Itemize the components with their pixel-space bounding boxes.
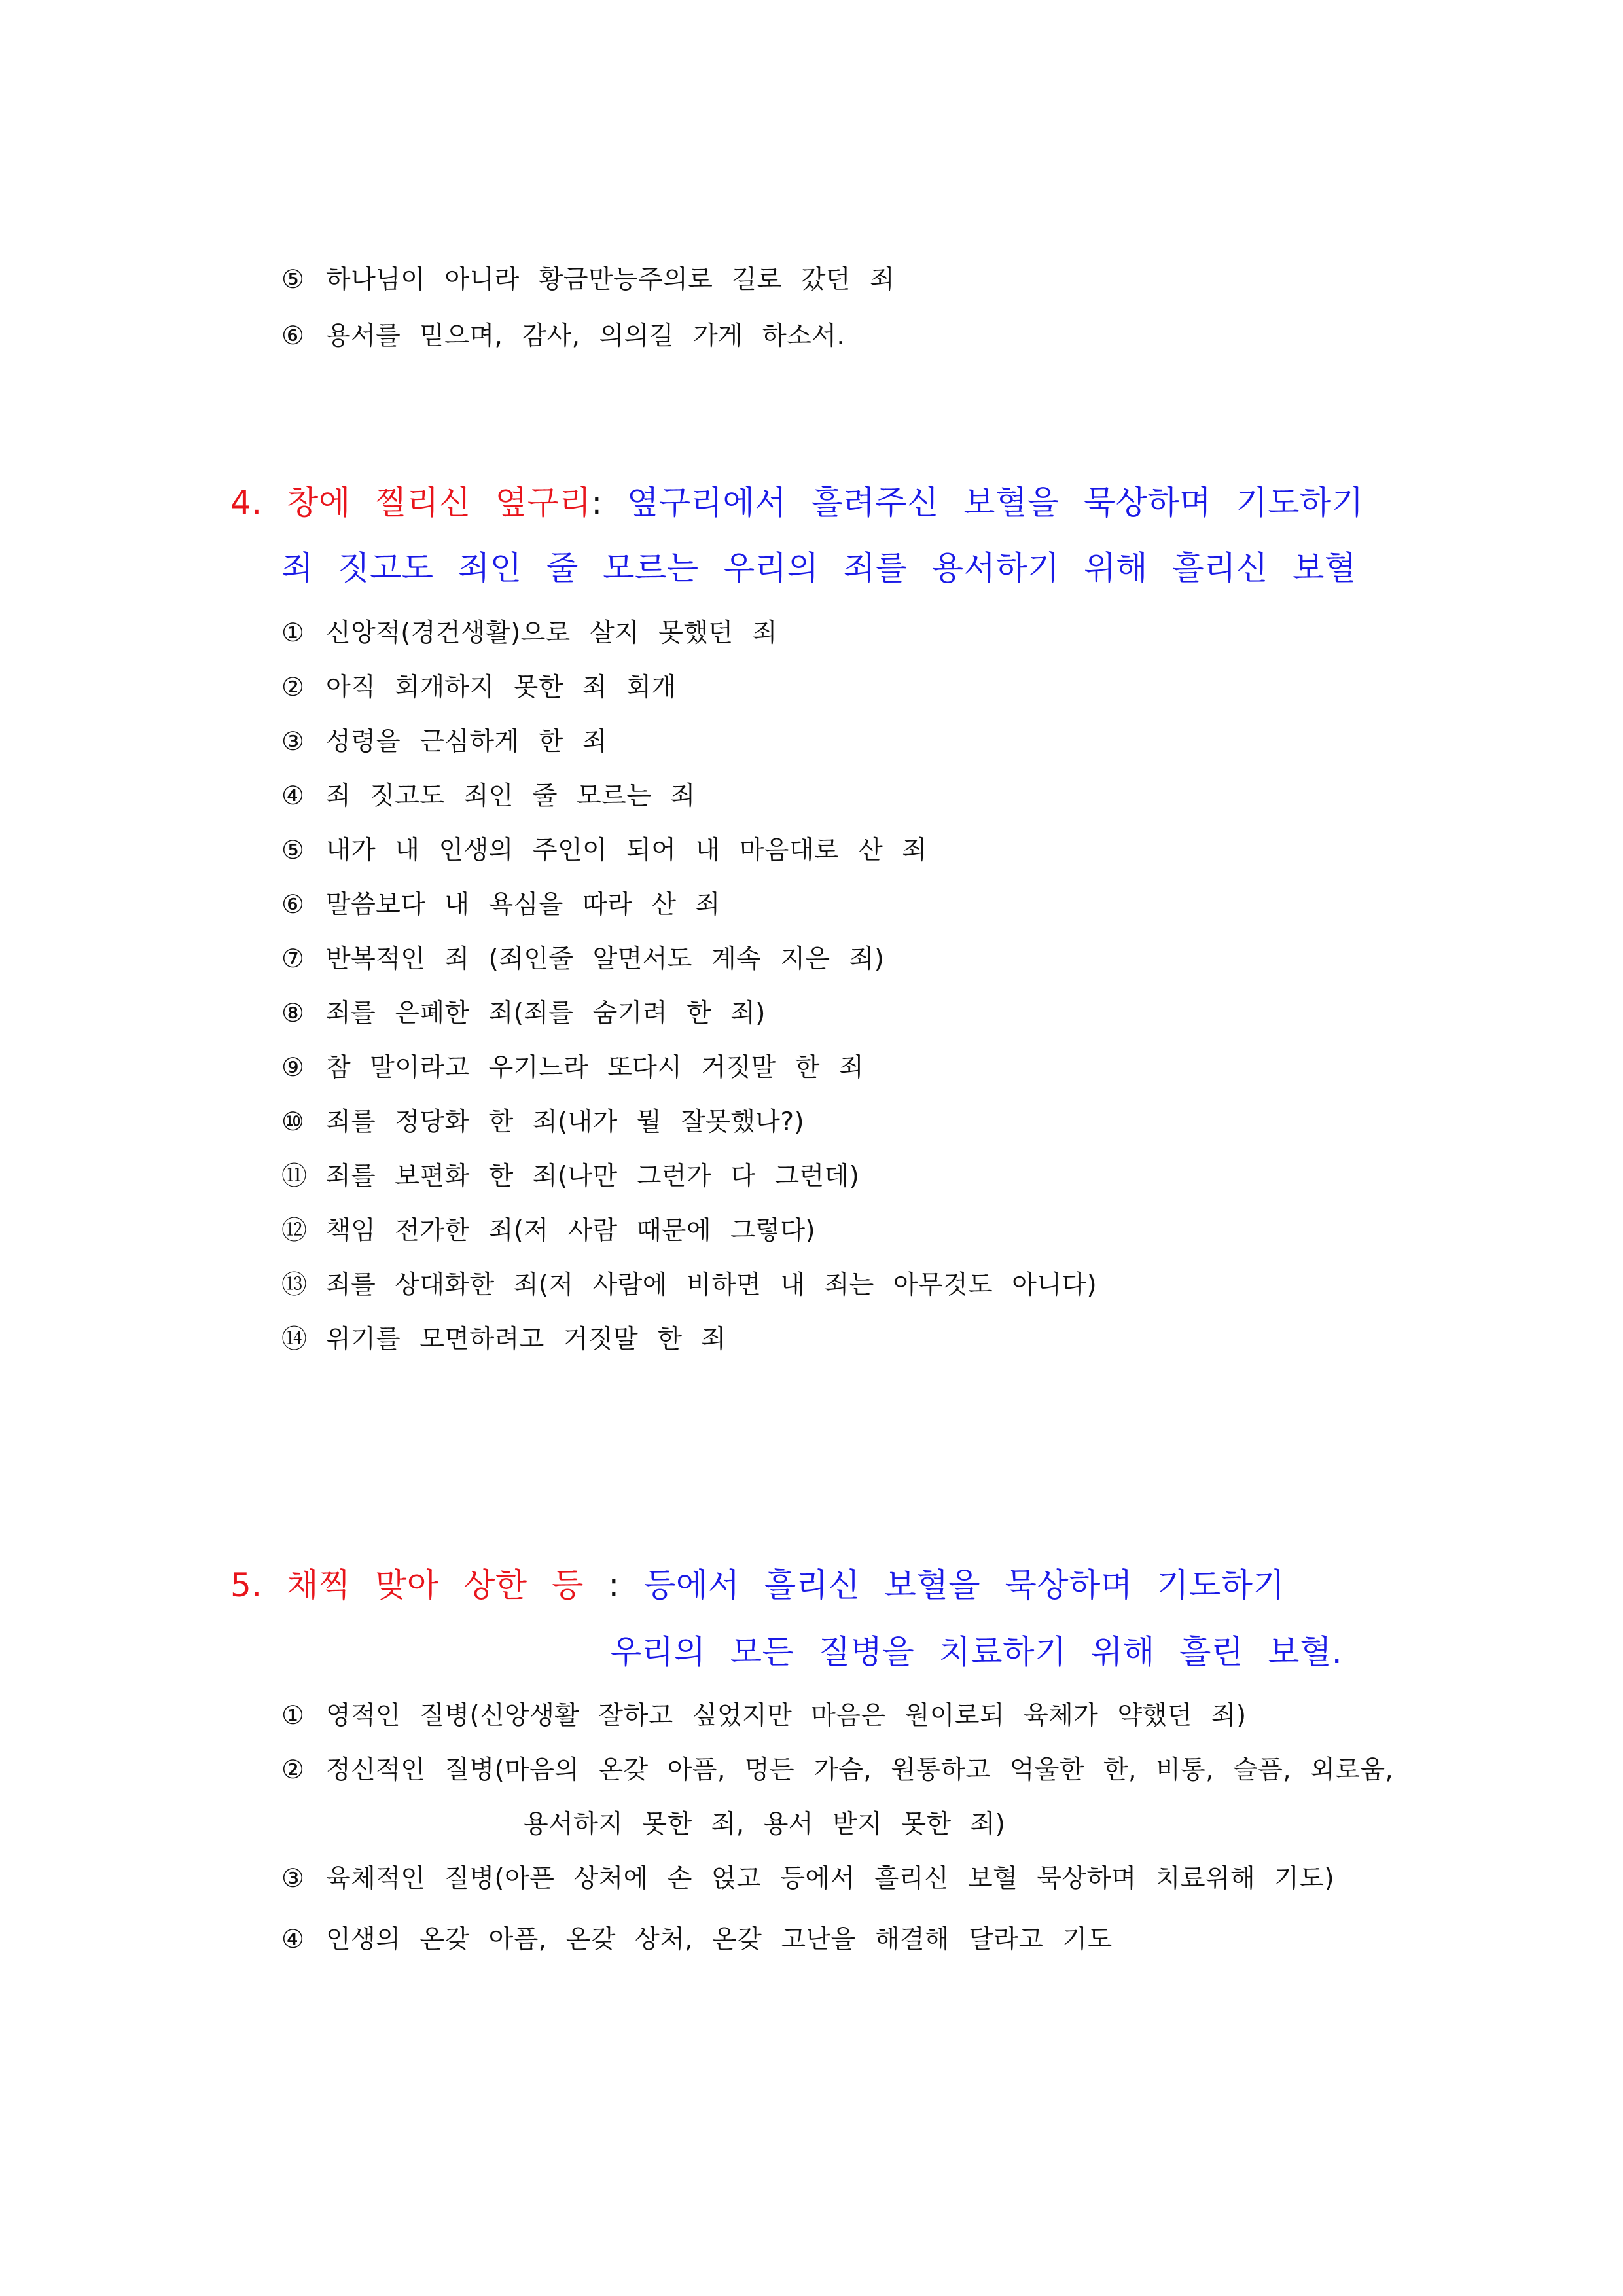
item-number: ⑩ (281, 1107, 305, 1137)
list-item (281, 1052, 864, 1084)
item-number: ⑦ (281, 944, 305, 974)
item-text: 죄를 은폐한 죄(죄를 숨기려 한 죄) (326, 999, 766, 1028)
item-number: ③ (281, 1864, 305, 1893)
list-item (281, 321, 845, 352)
list-item (281, 1270, 1097, 1301)
item-text: 신앙적(경건생활)으로 살지 못했던 죄 (326, 619, 777, 648)
item-number: ④ (281, 781, 305, 811)
item-text: 하나님이 아니라 황금만능주의로 길로 갔던 죄 (326, 265, 895, 295)
item-text: 죄 짓고도 죄인 줄 모르는 죄 (326, 781, 696, 811)
item-number: ⑭ (281, 1325, 308, 1354)
list-item (281, 1863, 1334, 1895)
list-item (281, 1107, 804, 1138)
list-item (281, 998, 766, 1030)
item-text: 영적인 질병(신앙생활 잘하고 싶었지만 마음은 원이로되 육체가 약했던 죄) (326, 1701, 1247, 1731)
list-item (281, 1924, 1113, 1956)
item-text: 죄를 정당화 한 죄(내가 뭘 잘못했나?) (326, 1107, 805, 1137)
item-number: ⑬ (281, 1270, 308, 1300)
item-number: ① (281, 619, 305, 648)
section-number: 4. (230, 484, 262, 522)
list-item (281, 889, 721, 921)
item-text: 정신적인 질병(마음의 온갖 아픔, 멍든 가슴, 원통하고 억울한 한, 비통, 슬픔, 외로움, (326, 1755, 1394, 1785)
section-4-subtitle-line2: 죄 짓고도 죄인 줄 모르는 우리의 죄를 용서하기 위해 흘리신 보혈 (281, 549, 1357, 587)
item-number: ① (281, 1701, 305, 1731)
section-4-heading (230, 482, 1364, 524)
item-number: ⑪ (281, 1162, 308, 1191)
section-title: 창에 찔리신 옆구리 (287, 484, 592, 522)
item-text: 위기를 모면하려고 거짓말 한 죄 (326, 1325, 726, 1354)
item-text: 아직 회개하지 못한 죄 회개 (326, 673, 677, 702)
section-separator: : (591, 484, 603, 522)
item-text: 죄를 보편화 한 죄(나만 그런가 다 그런데) (326, 1162, 860, 1191)
list-item (281, 944, 884, 975)
item-text: 말씀보다 내 욕심을 따라 산 죄 (326, 890, 721, 920)
item-number: ⑫ (281, 1216, 308, 1246)
item-number: ④ (281, 1925, 305, 1954)
section-subtitle: 등에서 흘리신 보혈을 묵상하며 기도하기 (644, 1566, 1285, 1604)
list-item (281, 1324, 726, 1355)
item-text: 성령을 근심하게 한 죄 (326, 727, 608, 757)
section-number: 5. (230, 1566, 262, 1604)
section-5-subtitle-line2: 우리의 모든 질병을 치료하기 위해 흘린 보혈. (610, 1633, 1343, 1671)
item-number: ⑨ (281, 1053, 305, 1083)
section-separator: : (608, 1566, 620, 1604)
item-text: 책임 전가한 죄(저 사람 때문에 그렇다) (326, 1216, 816, 1246)
item-number: ② (281, 673, 305, 702)
item-text: 용서를 믿으며, 감사, 의의길 가게 하소서. (326, 321, 846, 351)
list-item-continuation: 용서하지 못한 죄, 용서 받지 못한 죄) (524, 1810, 1006, 1839)
list-item (281, 1700, 1246, 1732)
section-title: 채찍 맞아 상한 등 (287, 1566, 584, 1604)
section-subtitle: 옆구리에서 흘려주신 보혈을 묵상하며 기도하기 (627, 484, 1364, 522)
item-number: ⑤ (281, 836, 305, 865)
list-item (281, 672, 676, 704)
item-number: ⑥ (281, 890, 305, 920)
item-text: 죄를 상대화한 죄(저 사람에 비하면 내 죄는 아무것도 아니다) (326, 1270, 1097, 1300)
list-item (281, 618, 777, 649)
item-text: 인생의 온갖 아픔, 온갖 상처, 온갖 고난을 해결해 달라고 기도 (326, 1925, 1113, 1954)
list-item (281, 1161, 859, 1193)
item-number: ② (281, 1755, 305, 1785)
list-item (281, 835, 927, 867)
item-number: ③ (281, 727, 305, 757)
item-text: 참 말이라고 우기느라 또다시 거짓말 한 죄 (326, 1053, 865, 1083)
list-item (281, 781, 696, 812)
item-number: ⑤ (281, 265, 305, 295)
list-item (281, 1215, 815, 1247)
list-item (281, 1755, 1393, 1786)
item-text: 반복적인 죄 (죄인줄 알면서도 계속 지은 죄) (326, 944, 885, 974)
item-text: 내가 내 인생의 주인이 되어 내 마음대로 산 죄 (326, 836, 927, 865)
item-text: 육체적인 질병(아픈 상처에 손 얹고 등에서 흘리신 보혈 묵상하며 치료위해 기도) (326, 1864, 1334, 1893)
list-item (281, 264, 895, 296)
item-number: ⑧ (281, 999, 305, 1028)
item-number: ⑥ (281, 321, 305, 351)
section-5-heading (230, 1564, 1285, 1606)
list-item (281, 726, 607, 758)
